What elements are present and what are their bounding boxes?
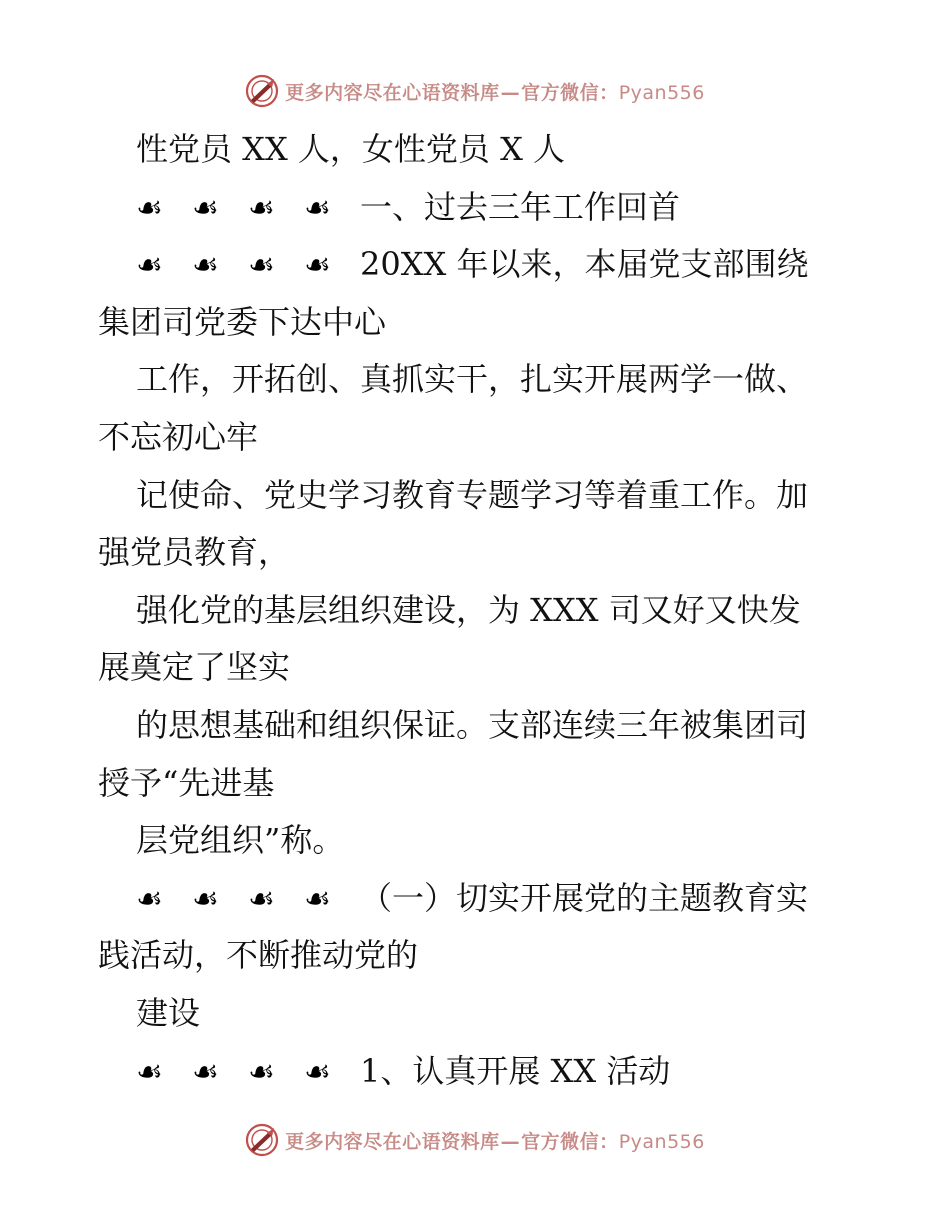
- line-text: 不忘初心牢: [98, 417, 259, 456]
- fleuron-ornament-icon: ☙: [192, 1054, 219, 1090]
- footer-banner: [0, 1120, 950, 1160]
- brand-logo-icon: [245, 74, 279, 108]
- banner-text: 更多内容尽在心语资料库—官方微信：Pyan556: [285, 81, 705, 104]
- text-line: [98, 121, 868, 179]
- line-text: 的思想基础和组织保证。支部连续三年被集团司: [136, 705, 809, 744]
- fleuron-ornament-icon: ☙: [136, 881, 163, 917]
- fleuron-ornament-icon: ☙: [136, 190, 163, 226]
- line-text: 性党员 XX 人，女性党员 X 人: [136, 130, 566, 168]
- text-line: [98, 1043, 868, 1101]
- line-text: 工作，开拓创、真抓实干，扎实开展两学一做、: [136, 360, 809, 399]
- fleuron-ornament-icon: ☙: [248, 881, 275, 917]
- ornament-group: [136, 1043, 360, 1102]
- line-text: （一）切实开展党的主题教育实: [360, 878, 809, 917]
- ornament-group: [136, 236, 360, 295]
- line-text: 记使命、党史学习教育专题学习等着重工作。加: [136, 475, 809, 514]
- line-text: 层党组织”称。: [136, 821, 345, 860]
- text-line: [98, 524, 868, 582]
- fleuron-ornament-icon: ☙: [136, 248, 163, 284]
- fleuron-ornament-icon: ☙: [136, 1054, 163, 1090]
- fleuron-ornament-icon: ☙: [248, 190, 275, 226]
- fleuron-ornament-icon: ☙: [304, 881, 331, 917]
- banner-text: 更多内容尽在心语资料库—官方微信：Pyan556: [285, 1130, 705, 1153]
- text-line: [98, 409, 868, 467]
- text-line: [98, 467, 868, 525]
- line-text: 强党员教育，: [98, 533, 291, 572]
- text-line: [98, 927, 868, 985]
- text-line: [98, 985, 868, 1043]
- text-line: [98, 697, 868, 755]
- fleuron-ornament-icon: ☙: [304, 248, 331, 284]
- line-text: 集团司党委下达中心: [98, 302, 387, 341]
- line-text: 20XX 年以来，本届党支部围绕: [360, 245, 809, 284]
- document-body: [98, 121, 868, 1100]
- line-text: 1、认真开展 XX 活动: [360, 1051, 671, 1090]
- fleuron-ornament-icon: ☙: [248, 248, 275, 284]
- line-text: 强化党的基层组织建设，为 XXX 司又好又快发: [136, 590, 801, 629]
- line-text: 建设: [136, 993, 201, 1032]
- fleuron-ornament-icon: ☙: [192, 881, 219, 917]
- fleuron-ornament-icon: ☙: [248, 1054, 275, 1090]
- fleuron-ornament-icon: ☙: [192, 248, 219, 284]
- text-line: [98, 582, 868, 640]
- text-line: [98, 812, 868, 870]
- text-line: [98, 236, 868, 294]
- line-text: 践活动，不断推动党的: [98, 936, 419, 975]
- header-banner: [0, 71, 950, 111]
- text-line: [98, 294, 868, 352]
- line-text: 展奠定了坚实: [98, 648, 291, 687]
- line-text: 授予“先进基: [98, 763, 275, 802]
- line-text: 一、过去三年工作回首: [360, 187, 681, 226]
- text-line: [98, 755, 868, 813]
- text-line: [98, 639, 868, 697]
- text-line: [98, 351, 868, 409]
- fleuron-ornament-icon: ☙: [304, 1054, 331, 1090]
- text-line: [98, 179, 868, 237]
- text-line: [98, 870, 868, 928]
- ornament-group: [136, 179, 360, 238]
- ornament-group: [136, 870, 360, 929]
- fleuron-ornament-icon: ☙: [192, 190, 219, 226]
- brand-logo-icon: [245, 1123, 279, 1157]
- fleuron-ornament-icon: ☙: [304, 190, 331, 226]
